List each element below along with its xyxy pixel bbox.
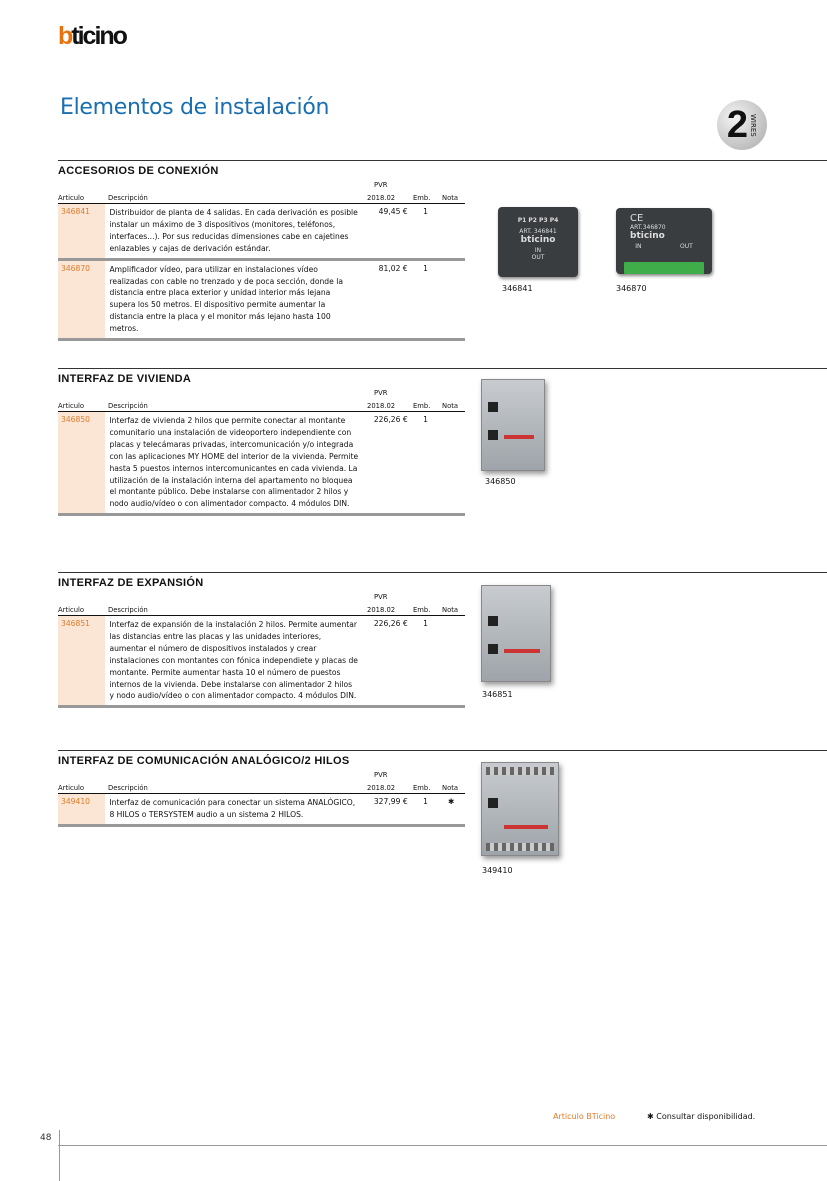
description: Interfaz de vivienda 2 hilos que permite conectar al montante comunitario una instalación de videoportero independiente con placas y telecámaras privadas, intercomunicación y/o integrada con las aplicaciones MY HOME del interior de la vivienda. Permite hasta 5 puestos internos intercomunicantes en cada vivienda. La utilización de la instalación interna del apartamento no bloquea el montante público. Debe instalarse con alimentador 2 hilos y nodo audio/vídeo o con alimentador compacto. 4 módulos DIN. bbox=[109, 416, 359, 509]
col-pvr-date: 2018.02 bbox=[367, 194, 396, 202]
product-image-346841 bbox=[498, 207, 578, 277]
nota bbox=[437, 204, 465, 258]
nota bbox=[437, 261, 465, 338]
col-emb: Emb. bbox=[413, 606, 431, 614]
description: Interfaz de comunicación para conectar un sistema ANALÓGICO, 8 HILOS o TERSYSTEM audio a un sistema 2 HILOS. bbox=[109, 798, 356, 819]
col-nota: Nota bbox=[442, 194, 459, 202]
col-pvr-date: 2018.02 bbox=[367, 784, 396, 792]
nota bbox=[437, 412, 465, 513]
device-in-label: IN bbox=[534, 247, 542, 254]
device-art-label: ART. 346841 bbox=[519, 228, 557, 235]
emb: 1 bbox=[423, 263, 428, 273]
legend-note: ✱ Consultar disponibilidad. bbox=[647, 1112, 756, 1121]
section-title: INTERFAZ DE VIVIENDA bbox=[58, 373, 192, 385]
table-header bbox=[58, 589, 465, 616]
description: Distribuidor de planta de 4 salidas. En cada derivación es posible instalar un máximo de 3 dispositivos (monitores, teléfonos, interfaces...). Por sus reducidas dimensiones cabe en cajetines enlazables y cajas de derivación estándar. bbox=[109, 208, 358, 253]
emb: 1 bbox=[423, 797, 428, 806]
product-table bbox=[58, 589, 465, 708]
table-header bbox=[58, 767, 465, 794]
product-code: 346841 bbox=[502, 284, 533, 293]
product-code: 346870 bbox=[616, 284, 647, 293]
col-pvr-date: 2018.02 bbox=[367, 402, 396, 410]
col-pvr: PVR bbox=[374, 593, 388, 601]
nota bbox=[437, 616, 465, 705]
col-descripcion: Descripción bbox=[108, 606, 148, 614]
badge-number: 2 bbox=[726, 104, 749, 146]
device-in-label: IN bbox=[635, 243, 642, 250]
article-code: 349410 bbox=[58, 794, 105, 824]
col-nota: Nota bbox=[442, 606, 459, 614]
col-nota: Nota bbox=[442, 402, 459, 410]
badge-label: WIRES bbox=[749, 113, 758, 137]
footer-divider bbox=[58, 1145, 827, 1146]
section-title: ACCESORIOS DE CONEXIÓN bbox=[58, 165, 219, 177]
table-row bbox=[58, 412, 465, 516]
product-code: 346850 bbox=[485, 477, 516, 486]
price: 49,45 € bbox=[378, 207, 408, 216]
section-3 bbox=[58, 750, 827, 827]
col-articulo: Articulo bbox=[58, 784, 85, 792]
bticino-logo: b ticino bbox=[58, 22, 126, 50]
page-title: Elementos de instalación bbox=[60, 95, 330, 120]
product-image-346851 bbox=[481, 585, 551, 682]
legend-bticino: Articulo BTicino bbox=[553, 1112, 616, 1121]
ce-mark: CE bbox=[630, 213, 644, 224]
article-code: 346850 bbox=[58, 412, 105, 513]
article-code: 346841 bbox=[58, 204, 105, 258]
product-image-349410 bbox=[481, 762, 559, 856]
product-code: 346851 bbox=[482, 690, 513, 699]
page-number: 48 bbox=[40, 1133, 52, 1143]
col-articulo: Articulo bbox=[58, 606, 85, 614]
price: 81,02 € bbox=[378, 263, 408, 273]
section-title: INTERFAZ DE COMUNICACIÓN ANALÓGICO/2 HILOS bbox=[58, 755, 350, 767]
table-row bbox=[58, 204, 465, 261]
price: 226,26 € bbox=[373, 619, 408, 628]
description: Amplificador vídeo, para utilizar en instalaciones vídeo realizadas con cable no trenzado y de poca sección, donde la distancia entre placa exterior y unidad interior más lejana supera los 50 metros. El dispositivo permite aumentar la distancia entre la placa y el monitor más lejano hasta 100 metros. bbox=[109, 264, 343, 334]
col-descripcion: Descripción bbox=[108, 402, 148, 410]
section-divider bbox=[58, 160, 827, 161]
product-code: 349410 bbox=[482, 866, 513, 875]
table-header bbox=[58, 385, 465, 412]
col-emb: Emb. bbox=[413, 402, 431, 410]
device-art-label: ART.346870 bbox=[630, 224, 666, 231]
col-articulo: Articulo bbox=[58, 402, 85, 410]
col-articulo: Articulo bbox=[58, 194, 85, 202]
table-row bbox=[58, 794, 465, 827]
device-brand-label: bticino bbox=[630, 231, 665, 241]
section-2 bbox=[58, 572, 827, 708]
section-divider bbox=[58, 368, 827, 369]
article-code: 346870 bbox=[58, 261, 105, 338]
product-image-346850 bbox=[481, 379, 545, 471]
description: Interfaz de expansión de la instalación 2 hilos. Permite aumentar las distancias entre las placas y las unidades interiores, aumentar el número de dispositivos instalados y crear instalaciones con montantes con fónica independiete y placas de montante. Permite aumentar hasta 10 el número de puestos internos de la vivienda. Debe instalarse con alimentador 2 hilos y nodo audio/vídeo o con alimentador compacto. 4 módulos DIN. bbox=[109, 620, 358, 701]
col-emb: Emb. bbox=[413, 194, 431, 202]
device-out-label: OUT bbox=[679, 243, 693, 250]
col-emb: Emb. bbox=[413, 784, 431, 792]
price: 327,99 € bbox=[373, 797, 408, 806]
article-code: 346851 bbox=[58, 616, 105, 705]
section-divider bbox=[58, 750, 827, 751]
product-table bbox=[58, 767, 465, 827]
col-pvr: PVR bbox=[374, 771, 388, 779]
product-image-346870 bbox=[616, 208, 712, 274]
emb: 1 bbox=[423, 415, 428, 424]
col-pvr: PVR bbox=[374, 389, 388, 397]
emb: 1 bbox=[423, 207, 428, 216]
col-descripcion: Descripción bbox=[108, 194, 148, 202]
product-table bbox=[58, 177, 465, 341]
price: 226,26 € bbox=[373, 415, 408, 424]
product-table bbox=[58, 385, 465, 516]
col-descripcion: Descripción bbox=[108, 784, 148, 792]
device-out-label: OUT bbox=[531, 254, 545, 261]
col-pvr-date: 2018.02 bbox=[367, 606, 396, 614]
section-divider bbox=[58, 572, 827, 573]
two-wires-badge-icon bbox=[717, 100, 767, 150]
section-title: INTERFAZ DE EXPANSIÓN bbox=[58, 577, 204, 589]
page-number-divider bbox=[59, 1130, 60, 1181]
nota: ✱ bbox=[448, 797, 455, 806]
col-nota: Nota bbox=[442, 784, 459, 792]
section-1 bbox=[58, 368, 827, 516]
col-pvr: PVR bbox=[374, 181, 388, 189]
device-ports-label: P1 P2 P3 P4 bbox=[517, 217, 559, 224]
table-row bbox=[58, 261, 465, 341]
terminal-block bbox=[624, 262, 704, 274]
table-header bbox=[58, 177, 465, 204]
table-row bbox=[58, 616, 465, 708]
emb: 1 bbox=[423, 619, 428, 628]
device-brand-label: bticino bbox=[520, 235, 556, 245]
